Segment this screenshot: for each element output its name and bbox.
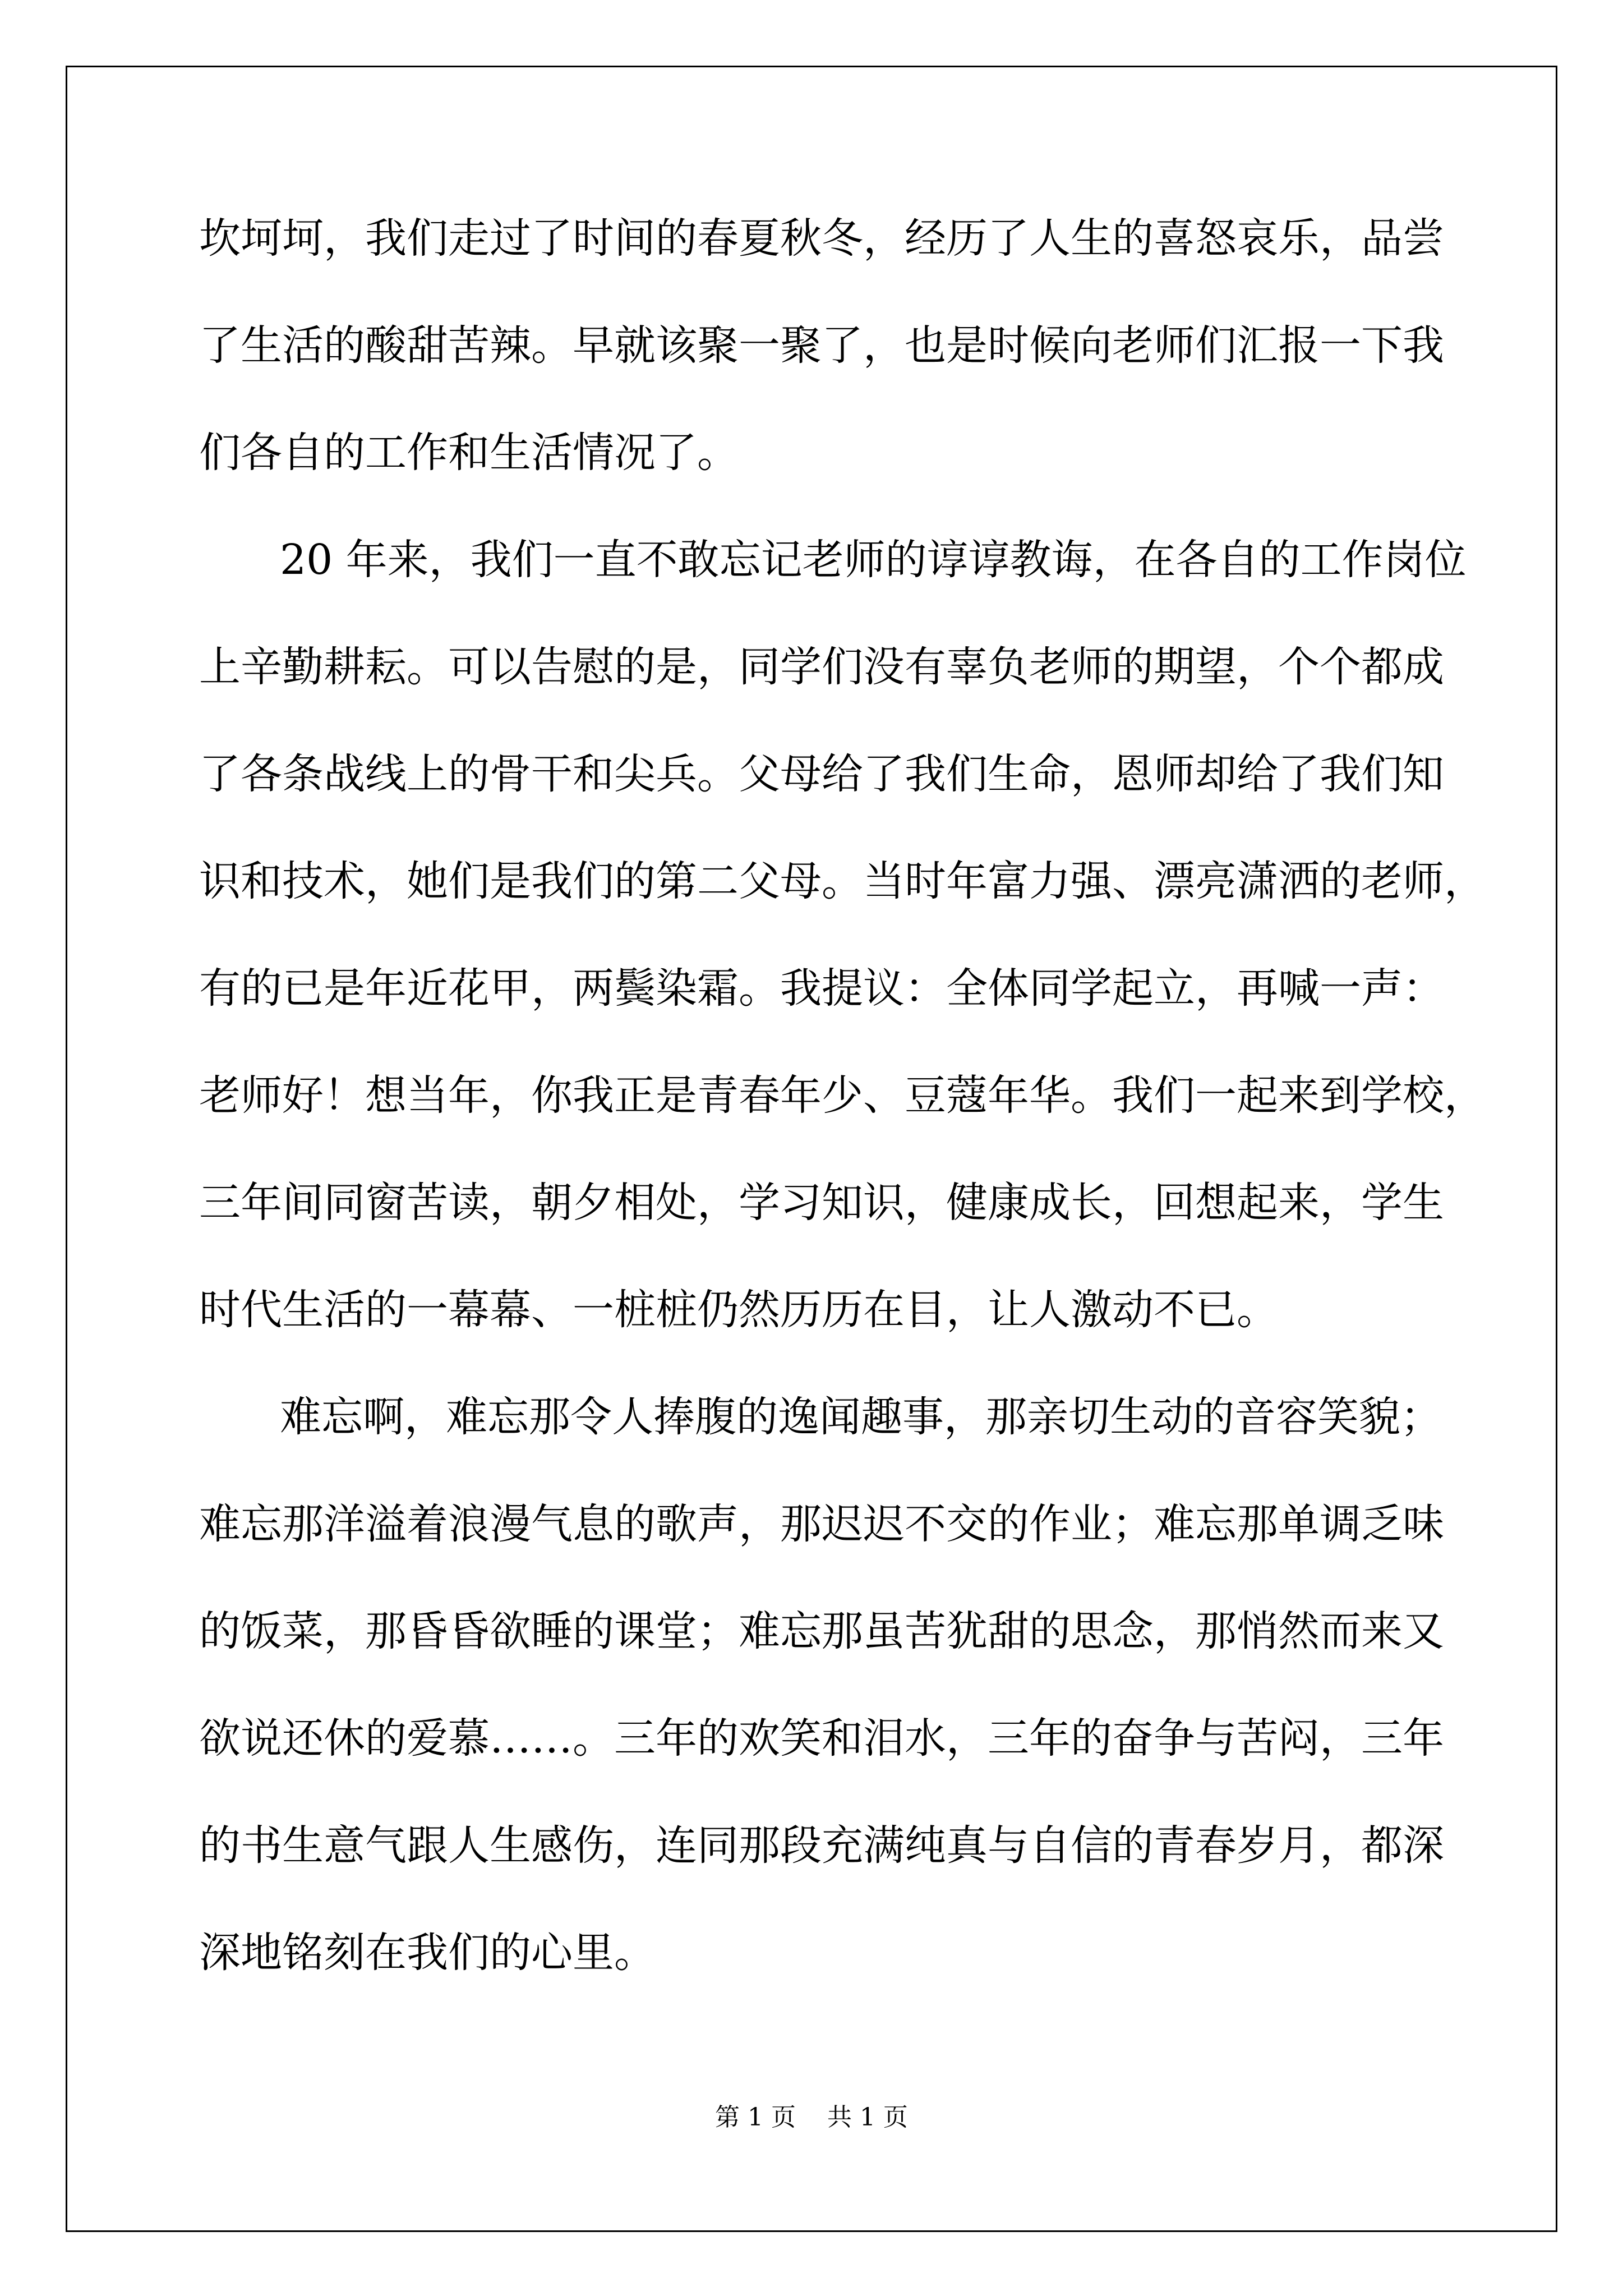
page-number-footer: 第 1 页 共 1 页	[715, 2103, 908, 2132]
text-line: 的书生意气跟人生感伤，连同那段充满纯真与自信的青春岁月，都深	[199, 1821, 1444, 1870]
document-body	[199, 213, 1486, 2035]
text-line: 难忘那洋溢着浪漫气息的歌声，那迟迟不交的作业；难忘那单调乏味	[199, 1500, 1444, 1548]
text-line: 20 年来，我们一直不敢忘记老师的谆谆教诲，在各自的工作岗位	[280, 536, 1467, 584]
text-line: 难忘啊，难忘那令人捧腹的逸闻趣事，那亲切生动的音容笑貌；	[280, 1393, 1442, 1441]
text-line: 有的已是年近花甲，两鬓染霜。我提议：全体同学起立，再喊一声：	[199, 964, 1444, 1013]
text-line: 坎坷坷，我们走过了时间的春夏秋冬，经历了人生的喜怒哀乐，品尝	[199, 214, 1444, 263]
text-line: 了各条战线上的骨干和尖兵。父母给了我们生命，恩师却给了我们知	[199, 750, 1444, 798]
text-line: 识和技术，她们是我们的第二父母。当时年富力强、漂亮潇洒的老师，	[199, 857, 1486, 905]
text-line: 时代生活的一幕幕、一桩桩仍然历历在目，让人激动不已。	[199, 1286, 1278, 1334]
text-line: 的饭菜，那昏昏欲睡的课堂；难忘那虽苦犹甜的思念，那悄然而来又	[199, 1607, 1444, 1655]
text-line: 了生活的酸甜苦辣。早就该聚一聚了，也是时候向老师们汇报一下我	[199, 321, 1444, 370]
text-line: 三年间同窗苦读，朝夕相处，学习知识，健康成长，回想起来，学生	[199, 1179, 1444, 1227]
text-line: 深地铭刻在我们的心里。	[199, 1929, 656, 1977]
text-line: 欲说还休的爱慕……。三年的欢笑和泪水，三年的奋争与苦闷，三年	[199, 1714, 1444, 1763]
text-line: 老师好！想当年，你我正是青春年少、豆蔻年华。我们一起来到学校，	[199, 1071, 1486, 1120]
text-line: 们各自的工作和生活情况了。	[199, 429, 739, 477]
text-line: 上辛勤耕耘。可以告慰的是，同学们没有辜负老师的期望，个个都成	[199, 643, 1444, 691]
